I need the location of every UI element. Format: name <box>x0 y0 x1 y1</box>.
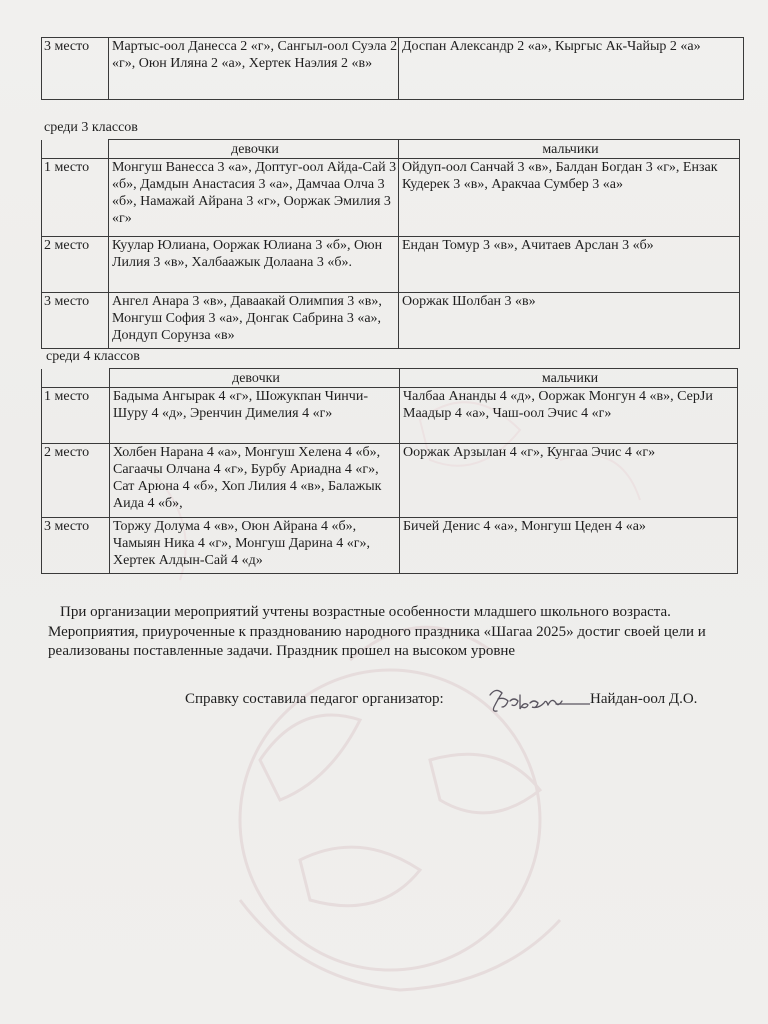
girls-cell: Мартыс-оол Данесса 2 «г», Сангыл-оол Суэла 2 «г», Оюн Иляна 2 «а», Хертек Наэлия 2 «в» <box>109 38 399 100</box>
boys-cell: Доспан Александр 2 «а», Кыргыс Ак-Чайыр 2 «а» <box>399 38 744 100</box>
conclusion-paragraph: При организации мероприятий учтены возрастные особенности младшего школьного возраста. Мероприятия, приуроченные к празднованию народного праздника «Шагаа 2025» достиг своей цели и реализованы поставленные задачи. Праздник прошел на высоком уровне <box>48 604 706 659</box>
table-header-row <box>42 140 740 159</box>
grade3-results-table <box>41 139 740 349</box>
girls-cell: Ангел Анара 3 «в», Даваакай Олимпия 3 «в», Монгуш София 3 «а», Донгак Сабрина 3 «а», Дондуп Сорунза «в» <box>109 293 399 349</box>
table-row <box>42 159 740 237</box>
girls-cell: Куулар Юлиана, Ооржак Юлиана 3 «б», Оюн Лилия 3 «в», Халбаажык Долаана 3 «б». <box>109 237 399 293</box>
section-label-grade3: среди 3 классов <box>44 120 138 135</box>
header-girls: девочки <box>109 140 399 159</box>
place-cell: 1 место <box>42 159 109 237</box>
table-row <box>42 444 738 518</box>
grade4-results-table <box>41 368 738 574</box>
grade2-results-table <box>41 37 744 100</box>
header-girls: девочки <box>110 369 400 388</box>
header-boys: мальчики <box>400 369 738 388</box>
girls-cell: Монгуш Ванесса 3 «а», Доптуг-оол Айда-Сай 3 «б», Дамдын Анастасия 3 «а», Дамчаа Олча 3 «б», Намажай Айрана 3 «г», Ооржак Эмилия 3 «г» <box>109 159 399 237</box>
table-row <box>42 38 744 100</box>
boys-cell: Чалбаа Ананды 4 «д», Ооржак Монгун 4 «в», СерJи Маадыр 4 «а», Чаш-оол Эчис 4 «г» <box>400 388 738 444</box>
signature-label: Справку составила педагог организатор: <box>185 691 444 707</box>
girls-cell: Холбен Нарана 4 «а», Монгуш Хелена 4 «б», Сагаачы Олчана 4 «г», Бурбу Ариадна 4 «г», Сат Арюна 4 «б», Хоп Лилия 4 «в», Балажык Аида 4 «б», <box>110 444 400 518</box>
boys-cell: Ендан Томур 3 «в», Ачитаев Арслан 3 «б» <box>399 237 740 293</box>
boys-cell: Бичей Денис 4 «а», Монгуш Цеден 4 «а» <box>400 518 738 574</box>
header-boys: мальчики <box>399 140 740 159</box>
header-blank-cell <box>42 140 109 159</box>
place-cell: 3 место <box>42 293 109 349</box>
table-row <box>42 293 740 349</box>
girls-cell: Торжу Долума 4 «в», Оюн Айрана 4 «б», Чамыян Ника 4 «г», Монгуш Дарина 4 «г», Хертек Алдын-Сай 4 «д» <box>110 518 400 574</box>
place-cell: 2 место <box>42 444 110 518</box>
place-cell: 3 место <box>42 518 110 574</box>
place-cell: 1 место <box>42 388 110 444</box>
girls-cell: Бадыма Ангырак 4 «г», Шожукпан Чинчи-Шуру 4 «д», Эренчин Димелия 4 «г» <box>110 388 400 444</box>
place-cell: 3 место <box>42 38 109 100</box>
table-row <box>42 518 738 574</box>
signer-name: Найдан-оол Д.О. <box>590 691 698 707</box>
table-header-row <box>42 369 738 388</box>
table-row <box>42 237 740 293</box>
boys-cell: Ооржак Шолбан 3 «в» <box>399 293 740 349</box>
boys-cell: Ооржак Арзылан 4 «г», Кунгаа Эчис 4 «г» <box>400 444 738 518</box>
header-blank-cell <box>42 369 110 388</box>
handwritten-signature <box>486 685 590 717</box>
section-label-grade4: среди 4 классов <box>46 349 140 364</box>
boys-cell: Ойдуп-оол Санчай 3 «в», Балдан Богдан 3 «г», Ензак Кудерек 3 «в», Аракчаа Сумбер 3 «а» <box>399 159 740 237</box>
table-row <box>42 388 738 444</box>
place-cell: 2 место <box>42 237 109 293</box>
